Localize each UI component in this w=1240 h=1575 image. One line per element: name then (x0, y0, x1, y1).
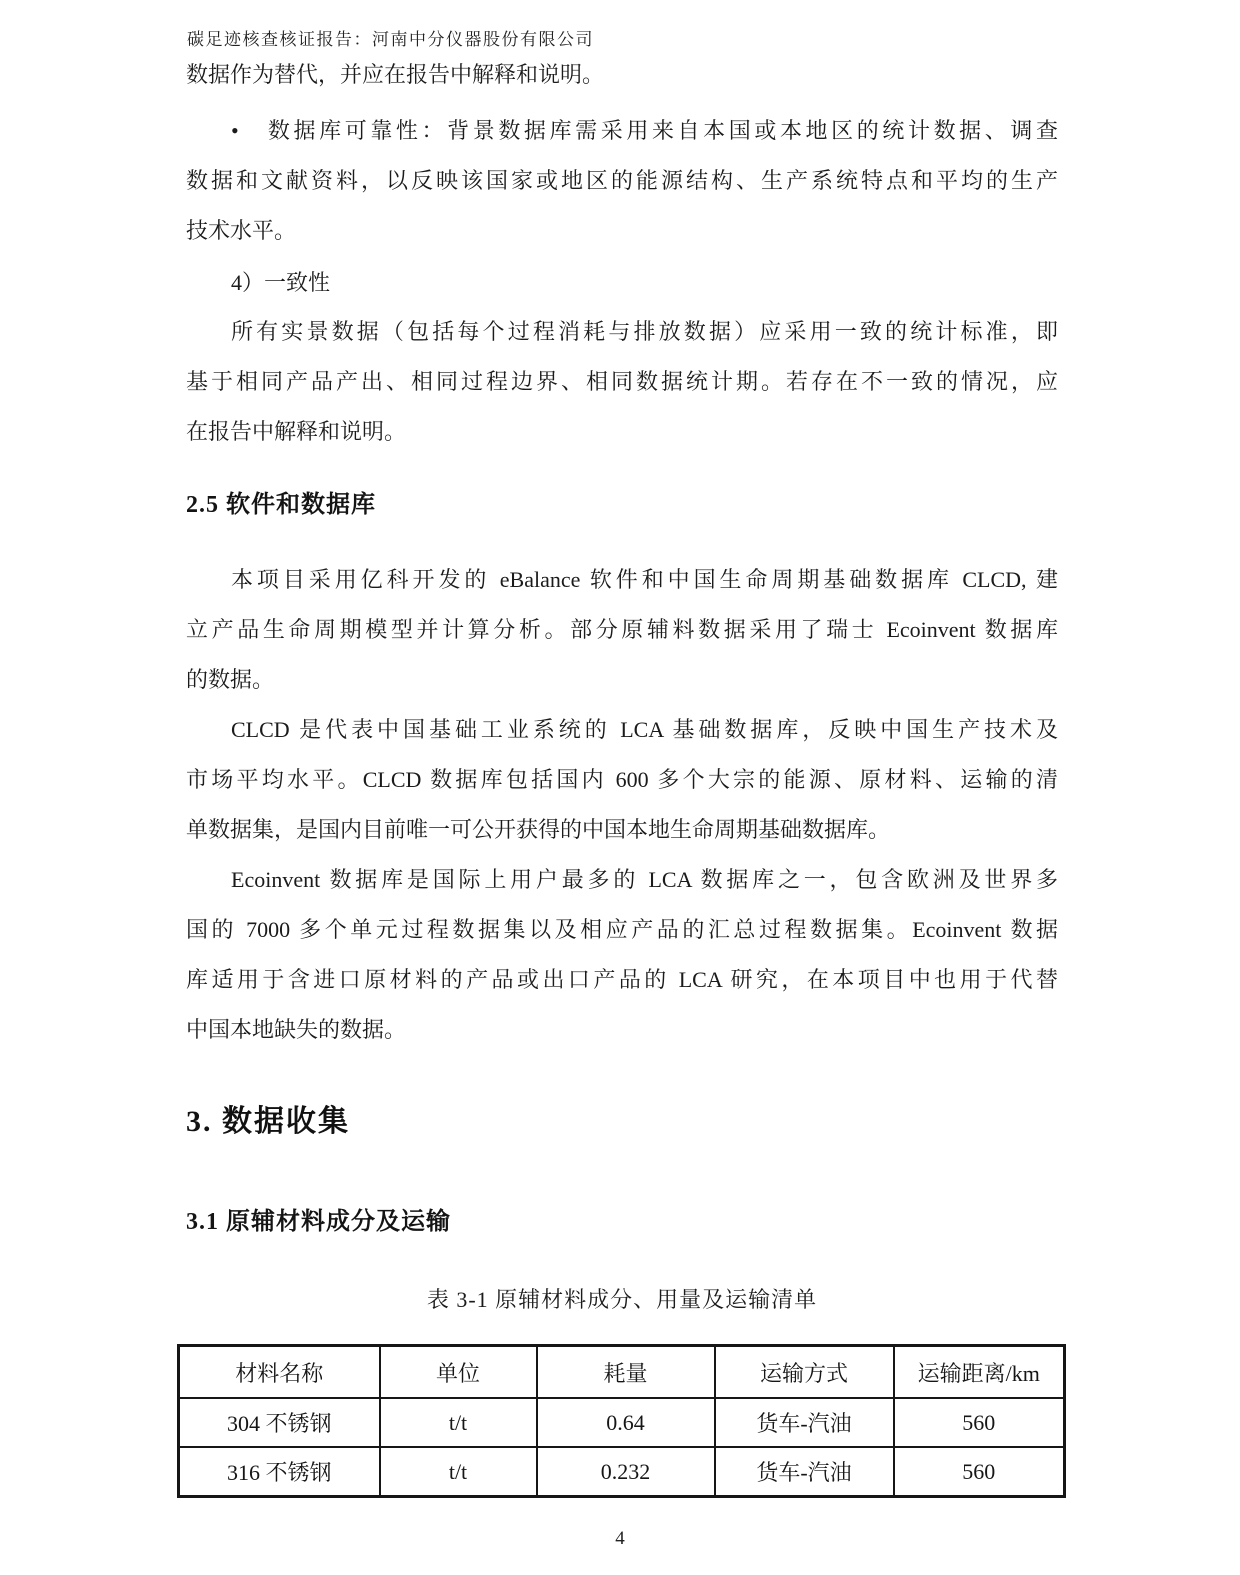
paragraph-data-substitute (186, 50, 1058, 100)
text-line: 立产品生命周期模型并计算分析。部分原辅料数据采用了瑞士 Ecoinvent 数据库 (186, 617, 1058, 642)
text-line: 中国本地缺失的数据。 (186, 1017, 407, 1042)
text-line: 数据作为替代，并应在报告中解释和说明。 (186, 62, 605, 87)
text-line: 4）一致性 (231, 270, 331, 295)
table-header-cell: 耗量 (537, 1346, 715, 1399)
table-caption: 表 3-1 原辅材料成分、用量及运输清单 (426, 1287, 818, 1312)
report-header: 碳足迹核查核证报告：河南中分仪器股份有限公司 (187, 30, 594, 49)
table-cell: 316 不锈钢 (179, 1447, 380, 1497)
text-line-bullet: • 数据库可靠性：背景数据库需采用来自本国或本地区的统计数据、调查 (231, 118, 1058, 143)
table-cell: 304 不锈钢 (179, 1398, 380, 1447)
text-line: 所有实景数据（包括每个过程消耗与排放数据）应采用一致的统计标准，即 (231, 319, 1058, 344)
text-line: 数据和文献资料，以反映该国家或地区的能源结构、生产系统特点和平均的生产 (186, 168, 1058, 193)
table-header-cell: 运输距离/km (894, 1346, 1065, 1399)
table-cell: 560 (894, 1447, 1065, 1497)
paragraph-clcd (186, 705, 1058, 855)
table-row (179, 1447, 1065, 1497)
text-line: 库适用于含进口原材料的产品或出口产品的 LCA 研究，在本项目中也用于代替 (186, 967, 1058, 992)
table-cell: t/t (380, 1447, 537, 1497)
text-line: Ecoinvent 数据库是国际上用户最多的 LCA 数据库之一，包含欧洲及世界多 (231, 867, 1058, 892)
table-cell: t/t (380, 1398, 537, 1447)
paragraph-database-reliability (186, 106, 1058, 256)
section-heading-3: 3. 数据收集 (186, 1105, 350, 1138)
table-cell: 货车-汽油 (715, 1447, 894, 1497)
text-line: 本项目采用亿科开发的 eBalance 软件和中国生命周期基础数据库 CLCD, 建 (231, 567, 1058, 592)
table-cell: 0.232 (537, 1447, 715, 1497)
paragraph-software (186, 555, 1058, 705)
table-header-cell: 运输方式 (715, 1346, 894, 1399)
table-header-cell: 材料名称 (179, 1346, 380, 1399)
page-number: 4 (615, 1528, 625, 1549)
section-heading-2-5: 2.5 软件和数据库 (186, 492, 376, 518)
text-line: 基于相同产品产出、相同过程边界、相同数据统计期。若存在不一致的情况，应 (186, 369, 1058, 394)
table-cell: 560 (894, 1398, 1065, 1447)
text-line: CLCD 是代表中国基础工业系统的 LCA 基础数据库，反映中国生产技术及 (231, 717, 1058, 742)
text-line: 在报告中解释和说明。 (186, 419, 407, 444)
paragraph-ecoinvent (186, 855, 1058, 1055)
table-header-cell: 单位 (380, 1346, 537, 1399)
paragraph-consistency (186, 307, 1058, 457)
section-heading-3-1: 3.1 原辅材料成分及运输 (186, 1209, 451, 1235)
table-header-row (179, 1346, 1065, 1399)
table-cell: 货车-汽油 (715, 1398, 894, 1447)
text-line: 的数据。 (186, 667, 275, 692)
text-line: 单数据集，是国内目前唯一可公开获得的中国本地生命周期基础数据库。 (186, 817, 891, 842)
materials-table (177, 1344, 1066, 1498)
table-row (179, 1398, 1065, 1447)
table-cell: 0.64 (537, 1398, 715, 1447)
text-line: 市场平均水平。CLCD 数据库包括国内 600 多个大宗的能源、原材料、运输的清 (186, 767, 1058, 792)
text-line: 技术水平。 (186, 218, 297, 243)
text-line: 国的 7000 多个单元过程数据集以及相应产品的汇总过程数据集。Ecoinvent 数据 (186, 917, 1058, 942)
list-item-consistency-title (186, 258, 1058, 308)
